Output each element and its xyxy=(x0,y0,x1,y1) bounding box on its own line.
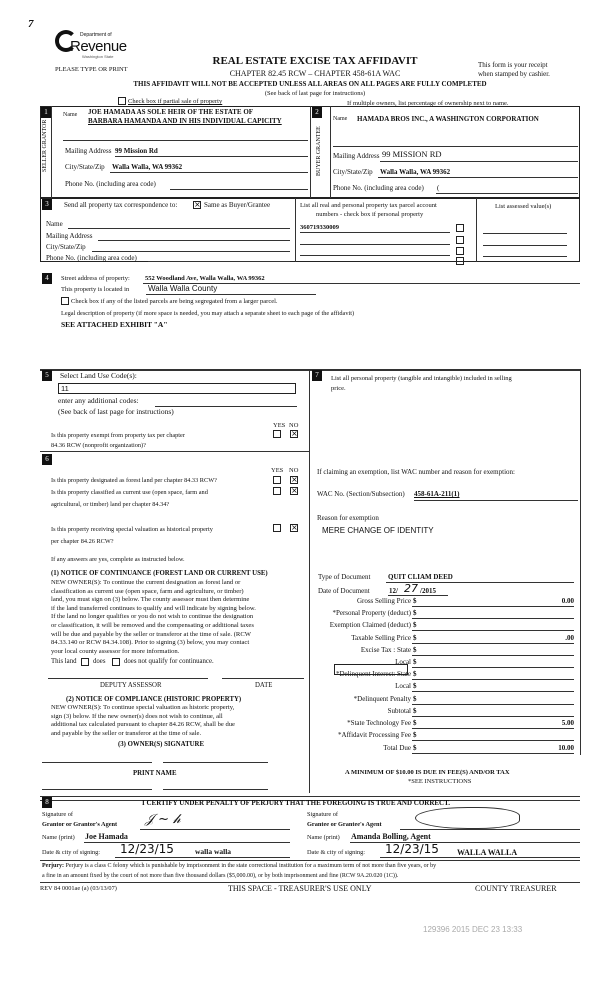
grantee-signature-label: Grantee or Grantee's Agent xyxy=(307,821,382,828)
fee-label: Subtotal xyxy=(387,706,411,715)
notice-line: NEW OWNER(S): To continue special valuation as historic property, xyxy=(51,704,235,711)
doc-date-day[interactable]: 27 xyxy=(404,582,418,595)
fee-label: *Affidavit Processing Fee xyxy=(338,731,411,740)
personal-property-checkbox[interactable] xyxy=(456,224,464,232)
parcel-number-2[interactable] xyxy=(300,244,450,245)
seller-name-line2[interactable]: BARBARA HAMANDA AND IN HIS INDIVIDUAL CAPICITY xyxy=(88,117,282,125)
current-use-no-checkbox[interactable]: × xyxy=(291,486,298,495)
personal-property-label: price. xyxy=(331,385,346,392)
county-field[interactable]: Walla Walla County xyxy=(148,284,218,293)
notice-line: land, you must sign on (3) below. The county assessor must then determine xyxy=(51,596,250,604)
partial-sale-label: Check box if partial sale of property xyxy=(128,98,223,105)
buyer-city-label: City/State/Zip xyxy=(333,168,373,176)
buyer-phone-label: Phone No. (including area code) xyxy=(333,184,424,192)
perjury-text: Perjury is a class C felony which is punishable by imprisonment in the state correctional institution for a maximum term of not more than five years, or by xyxy=(65,863,437,869)
dollar-sign: $ xyxy=(413,670,417,679)
logo-text: Department of xyxy=(80,32,112,38)
buyer-grantee-label: BUYER GRANTEE xyxy=(316,126,322,176)
assessed-header: List assessed value(s) xyxy=(495,203,552,210)
notice-line: and payable by the seller or transferor at the time of sale. xyxy=(51,729,202,737)
street-field[interactable]: 552 Woodland Ave, Walla Walla, WA 99362 xyxy=(145,275,265,282)
no-header: NO xyxy=(289,467,299,474)
treasurer-space-label: THIS SPACE - TREASURER'S USE ONLY xyxy=(228,884,372,893)
dollar-sign: $ xyxy=(413,744,417,753)
grantee-city-field[interactable]: WALLA WALLA xyxy=(457,848,518,857)
personal-property-checkbox[interactable] xyxy=(456,257,464,265)
current-use-question: Is this property classified as current use (open space, farm and xyxy=(51,489,208,496)
land-use-code-field[interactable]: 11 xyxy=(58,383,296,394)
current-use-yes-checkbox[interactable] xyxy=(273,487,281,495)
dollar-sign: $ xyxy=(413,645,417,654)
grantor-name-field[interactable]: Joe Hamada xyxy=(85,832,128,841)
seller-name-line1[interactable]: JOE HAMADA AS SOLE HEIR OF THE ESTATE OF xyxy=(88,108,254,116)
grantor-date-field[interactable]: 12/23/15 xyxy=(120,842,174,856)
exemption-label: If claiming an exemption, list WAC number and reason for exemption: xyxy=(317,468,515,476)
local-rate-box[interactable] xyxy=(334,664,408,675)
see-back: (See back of last page for instructions) xyxy=(264,90,366,97)
fee-label: Total Due xyxy=(383,744,411,753)
dollar-sign: $ xyxy=(413,621,417,630)
logo-state: Washington State xyxy=(82,54,114,59)
seller-mail-field[interactable]: 99 Mission Rd xyxy=(115,147,158,155)
yes-header: YES xyxy=(271,467,284,474)
partial-sale-checkbox[interactable] xyxy=(118,97,126,105)
fee-label: Exemption Claimed (deduct) xyxy=(329,621,411,630)
notice-line: classification as current use (open space, farm and agriculture, or timber) xyxy=(51,587,244,595)
fee-label: *Personal Property (deduct) xyxy=(332,609,411,618)
corr-mail-field[interactable] xyxy=(98,240,290,241)
grantee-signature[interactable] xyxy=(415,807,520,829)
notice-line: If the land no longer qualifies or you do not wish to continue the designation xyxy=(51,613,254,621)
perjury-note xyxy=(42,863,436,870)
dollar-sign: $ xyxy=(413,658,417,666)
fee-label: *Delinquent Penalty xyxy=(353,694,411,703)
fee-value-field[interactable]: .00 xyxy=(565,633,574,642)
grantor-name-label: Name (print) xyxy=(42,834,75,841)
no-header: NO xyxy=(289,422,299,429)
notice-compliance-title: (2) NOTICE OF COMPLIANCE (HISTORIC PROPERTY) xyxy=(66,696,242,703)
fee-label: *State Technology Fee xyxy=(347,719,411,727)
personal-property-checkbox[interactable] xyxy=(456,236,464,244)
fee-label: Local xyxy=(395,658,411,666)
fee-underline xyxy=(412,630,574,631)
fee-value-field[interactable]: 0.00 xyxy=(561,597,574,605)
exempt-question: 84.36 RCW (nonprofit organization)? xyxy=(51,442,146,449)
wac-label: WAC No. (Section/Subsection) xyxy=(317,490,405,498)
fee-underline xyxy=(412,655,574,656)
grantee-date-field[interactable]: 12/23/15 xyxy=(385,842,439,856)
fee-underline xyxy=(412,606,574,607)
parcel-header: numbers - check box if personal property xyxy=(316,211,424,218)
street-label: Street address of property: xyxy=(61,275,130,282)
does-label: does xyxy=(93,658,106,665)
owner-signature-field[interactable] xyxy=(163,762,268,763)
corr-name-field[interactable] xyxy=(68,228,290,229)
fee-label: Gross Selling Price xyxy=(356,597,411,605)
section-8-badge: 8 xyxy=(42,797,52,808)
segregated-label: Check box if any of the listed parcels are being segregated from a larger parcel. xyxy=(71,298,278,305)
dollar-sign: $ xyxy=(413,633,417,642)
historic-question: Is this property receiving special valuation as historical property xyxy=(51,526,213,533)
cashier-stamp: 129396 2015 DEC 23 13:33 xyxy=(423,925,523,934)
yes-header: YES xyxy=(273,422,286,429)
additional-codes-label: enter any additional codes: xyxy=(58,396,139,405)
seller-grantor-label: SELLER GRANTOR xyxy=(42,119,48,172)
corr-name-label: Name xyxy=(46,220,63,228)
assessed-value-field[interactable] xyxy=(483,245,567,246)
dollar-sign: $ xyxy=(413,719,417,727)
legal-description-label: Legal description of property (if more space is needed, you may attach a separate sheet to each page of the affidavit) xyxy=(61,310,355,317)
owner-print-name-field[interactable] xyxy=(42,789,152,790)
seller-phone-field[interactable] xyxy=(170,189,308,190)
notice-line: 84.33.140 or RCW 84.34.108). Prior to signing (3) below, you may contact xyxy=(51,639,250,647)
dollar-sign: $ xyxy=(413,609,417,618)
this-land-label: This land xyxy=(51,658,77,665)
current-use-question: agricultural, or timber) land per chapter 84.34? xyxy=(51,501,170,508)
doc-date-month[interactable]: 12/ xyxy=(389,587,398,595)
seller-mail-label: Mailing Address xyxy=(65,147,112,155)
multiple-owners-note: If multiple owners, list percentage of ownership next to name. xyxy=(347,100,509,107)
notice-line: will be due and payable by the seller or transferor at the time of sale. (RCW xyxy=(51,630,251,638)
buyer-city-field[interactable]: Walla Walla, WA 99362 xyxy=(380,168,451,176)
fee-underline xyxy=(412,643,574,644)
form-title: REAL ESTATE EXCISE TAX AFFIDAVIT xyxy=(212,55,418,67)
exempt-question: Is this property exempt from property tax per chapter xyxy=(51,432,185,439)
minimum-due-note: A MINIMUM OF $10.00 IS DUE IN FEE(S) AND/OR TAX xyxy=(345,769,510,776)
see-back-note: (See back of last page for instructions) xyxy=(58,407,174,416)
historic-no-checkbox[interactable]: × xyxy=(291,523,298,532)
fee-value-field[interactable]: 10.00 xyxy=(558,744,574,753)
buyer-phone-field[interactable]: ( xyxy=(437,184,440,192)
if-yes-note: If any answers are yes, complete as instructed below. xyxy=(51,556,185,563)
grantor-city-field[interactable]: walla walla xyxy=(195,847,232,856)
fee-underline xyxy=(412,728,574,729)
grantor-signature[interactable]: 𝒥 ~ 𝒽 xyxy=(145,812,181,827)
fee-underline xyxy=(412,618,574,619)
owner-signature-title: (3) OWNER(S) SIGNATURE xyxy=(118,741,204,748)
section-2-badge: 2 xyxy=(312,107,322,118)
section-4-badge: 4 xyxy=(42,273,52,284)
doc-date-label: Date of Document xyxy=(318,587,370,595)
corr-phone-label: Phone No. (including area code) xyxy=(46,254,137,262)
section-6-badge: 6 xyxy=(42,454,52,465)
located-label: This property is located in xyxy=(61,286,130,293)
dollar-sign: $ xyxy=(413,706,417,715)
warning: THIS AFFIDAVIT WILL NOT BE ACCEPTED UNLESS ALL AREAS ON ALL PAGES ARE FULLY COMPLETED xyxy=(133,80,487,88)
seller-city-label: City/State/Zip xyxy=(65,163,105,171)
doc-type-field[interactable]: QUIT CLIAM DEED xyxy=(388,573,453,581)
parcel-header: List all real and personal property tax parcel account xyxy=(300,202,437,209)
fee-label: Excise Tax : State xyxy=(360,645,411,654)
reason-field[interactable]: MERE CHANGE OF IDENTITY xyxy=(322,526,434,535)
fee-value-field[interactable]: 5.00 xyxy=(561,719,574,727)
deputy-assessor-label: DEPUTY ASSESSOR xyxy=(100,682,162,689)
grantee-name-label: Name (print) xyxy=(307,834,340,841)
dollar-sign: $ xyxy=(413,682,417,691)
owner-signature-field[interactable] xyxy=(42,762,152,763)
personal-property-checkbox[interactable] xyxy=(456,247,464,255)
corr-city-field[interactable] xyxy=(92,251,290,252)
dollar-sign: $ xyxy=(413,597,417,605)
fee-underline xyxy=(412,704,574,705)
see-instructions-note: *SEE INSTRUCTIONS xyxy=(408,778,472,785)
grantee-name-field[interactable]: Amanda Bolling, Agent xyxy=(351,832,431,841)
buyer-name-label: Name xyxy=(333,116,348,122)
buyer-mail-label: Mailing Address xyxy=(333,152,380,160)
assessed-value-field[interactable] xyxy=(483,256,567,257)
reason-label: Reason for exemption xyxy=(317,514,379,522)
perjury-text: a fine in an amount fixed by the court of not more than five thousand dollars ($5,000.00), or by both imprisonment and fine (RCW 9A.20.020 (1C)). xyxy=(42,873,399,879)
certify-statement: I CERTIFY UNDER PENALTY OF PERJURY THAT THE FOREGOING IS TRUE AND CORRECT. xyxy=(142,799,451,807)
grantor-signature-label: Grantor or Grantor's Agent xyxy=(42,821,118,828)
notice-line: sign (3) below. If the new owner(s) does not wish to continue, all xyxy=(51,712,223,720)
seller-phone-label: Phone No. (including area code) xyxy=(65,180,156,188)
section-1-badge: 1 xyxy=(41,107,51,118)
grantor-signature-label: Signature of xyxy=(42,811,73,818)
dollar-sign: $ xyxy=(413,694,417,703)
notice-line: if the land transferred continues to qualify and will indicate by signing below. xyxy=(51,604,256,612)
does-qualify-checkbox[interactable] xyxy=(81,658,89,666)
grantor-date-label: Date & city of signing: xyxy=(42,849,101,856)
additional-codes-field[interactable] xyxy=(155,406,297,407)
corr-phone-field[interactable] xyxy=(148,261,290,262)
assessed-value-field[interactable] xyxy=(483,233,567,234)
fee-label: Local xyxy=(395,682,411,691)
page-mark: 7 xyxy=(28,18,34,30)
seller-city-field[interactable]: Walla Walla, WA 99362 xyxy=(112,163,183,171)
receipt-note: when stamped by cashier. xyxy=(478,70,550,78)
section-3-badge: 3 xyxy=(42,199,52,210)
personal-property-label: List all personal property (tangible and intangible) included in selling xyxy=(331,375,512,382)
notice-line: or classification, it will be removed and the compensating or additional taxes xyxy=(51,622,254,629)
notice-line: NEW OWNER(S): To continue the current designation as forest land or xyxy=(51,579,241,586)
assessor-date-label: DATE xyxy=(255,682,273,689)
forest-question: Is this property designated as forest land per chapter 84.33 RCW? xyxy=(51,477,217,484)
wac-field[interactable]: 458-61A-211(1) xyxy=(414,490,460,498)
exempt-yes-checkbox[interactable] xyxy=(273,430,281,438)
fee-label: Taxable Selling Price xyxy=(351,633,411,642)
notice-continuance-title: (1) NOTICE OF CONTINUANCE (FOREST LAND OR CURRENT USE) xyxy=(51,570,268,577)
exempt-no-checkbox[interactable]: × xyxy=(291,429,298,438)
correspondence-label: Send all property tax correspondence to: xyxy=(64,201,178,209)
owner-print-name-field[interactable] xyxy=(163,789,268,790)
same-as-buyer-checkbox[interactable]: × xyxy=(194,200,201,209)
dollar-sign: $ xyxy=(413,731,417,740)
buyer-mail-field[interactable]: 99 MISSION RD xyxy=(382,149,442,159)
legal-description-field[interactable]: SEE ATTACHED EXHIBIT "A" xyxy=(61,320,168,329)
grantee-signature-label: Signature of xyxy=(307,811,338,818)
fee-label: *Delinquent Interest: State xyxy=(335,670,411,679)
same-as-buyer-label: Same as Buyer/Grantee xyxy=(204,201,271,209)
fee-underline xyxy=(412,691,574,692)
section-5-badge: 5 xyxy=(42,370,52,381)
corr-mail-label: Mailing Address xyxy=(46,232,93,240)
seller-name-label: Name xyxy=(63,112,78,118)
perjury-label: Perjury: xyxy=(42,863,64,869)
does-not-qualify-checkbox[interactable] xyxy=(112,658,120,666)
fee-underline xyxy=(412,679,574,680)
forest-no-checkbox[interactable]: × xyxy=(291,475,298,484)
notice-line: additional tax calculated pursuant to chapter 84.26 RCW, shall be due xyxy=(51,721,235,729)
assessor-date-field[interactable] xyxy=(222,678,304,679)
county-treasurer-label: COUNTY TREASURER xyxy=(475,884,557,893)
forest-yes-checkbox[interactable] xyxy=(273,476,281,484)
chapter: CHAPTER 82.45 RCW – CHAPTER 458-61A WAC xyxy=(229,69,401,78)
notice-line: your local county assessor for more information. xyxy=(51,647,180,655)
deputy-assessor-signature[interactable] xyxy=(48,678,208,679)
print-name-label: PRINT NAME xyxy=(133,770,177,777)
logo-wordmark: Revenue xyxy=(70,38,127,55)
form-revision: REV 84 0001ae (a) (03/13/07) xyxy=(40,885,117,892)
section-7-badge: 7 xyxy=(312,370,322,381)
parcel-number-1[interactable]: 360719330009 xyxy=(300,224,339,231)
fee-underline xyxy=(412,716,574,717)
parcel-number-3[interactable] xyxy=(300,255,450,256)
fee-underline xyxy=(412,740,574,741)
receipt-note: This form is your receipt xyxy=(478,61,548,69)
doc-date-year[interactable]: /2015 xyxy=(420,587,436,595)
doc-type-label: Type of Document xyxy=(318,573,371,581)
historic-question: per chapter 84.26 RCW? xyxy=(51,538,114,545)
segregated-checkbox[interactable] xyxy=(61,297,69,305)
fee-underline xyxy=(412,753,574,754)
grantee-date-label: Date & city of signing: xyxy=(307,849,366,856)
corr-city-label: City/State/Zip xyxy=(46,243,86,251)
please-type: PLEASE TYPE OR PRINT xyxy=(55,66,128,73)
buyer-name-field[interactable]: HAMADA BROS INC., A WASHINGTON CORPORATION xyxy=(357,115,539,123)
historic-yes-checkbox[interactable] xyxy=(273,524,281,532)
does-not-label: does not qualify for continuance. xyxy=(124,658,214,665)
fee-underline xyxy=(412,667,574,668)
land-use-label: Select Land Use Code(s): xyxy=(60,371,137,380)
